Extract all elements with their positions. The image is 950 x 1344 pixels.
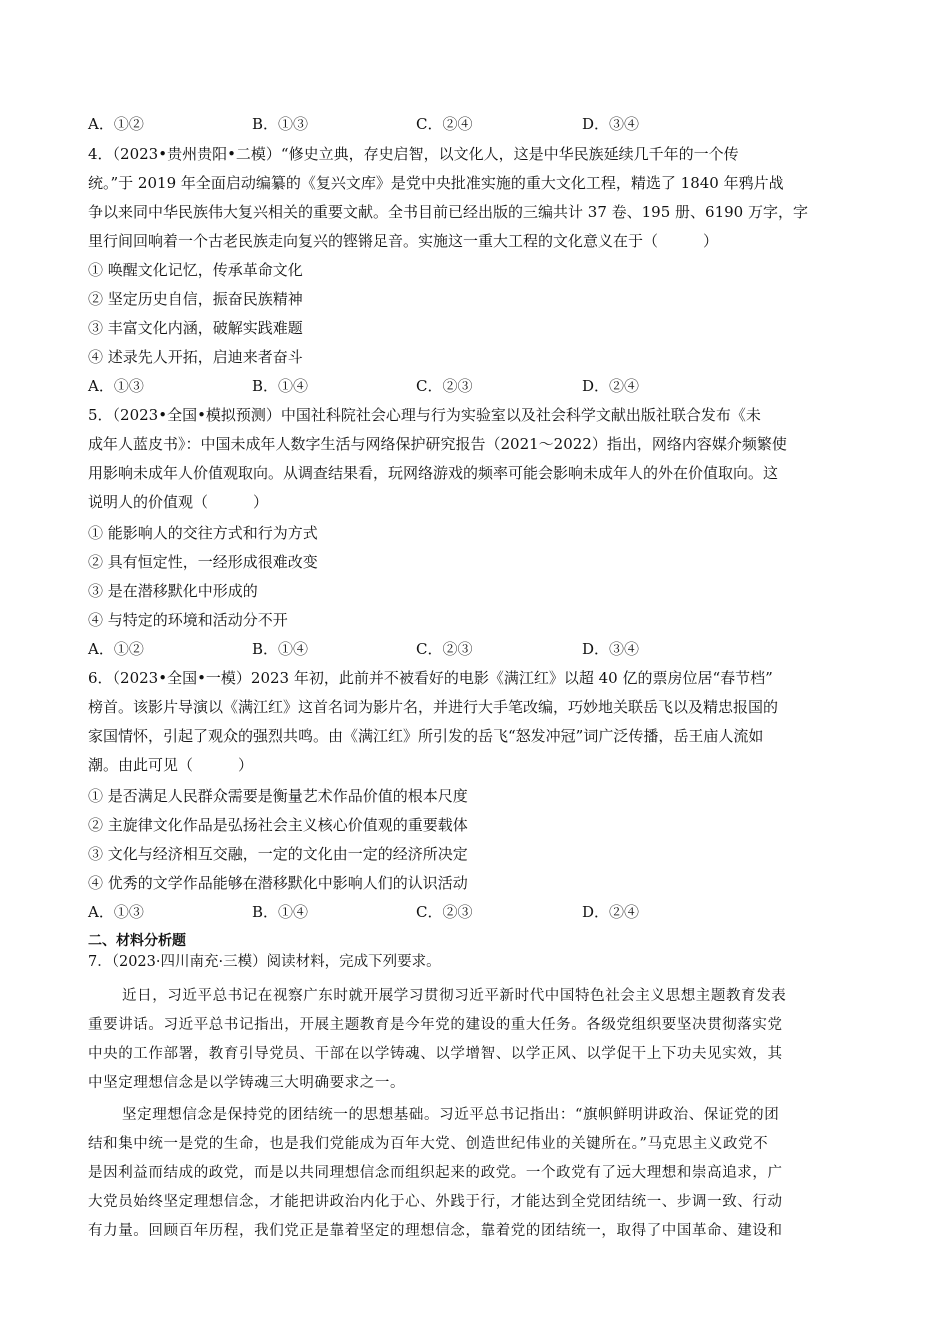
q5-option-c[interactable]: C．②③ xyxy=(416,640,473,658)
q4-stem-line: 争以来同中华民族伟大复兴相关的重要文献。全书目前已经出版的三编共计 37 卷、195 册、6190 万字，字 xyxy=(88,203,808,221)
q3-option-c[interactable]: C．②④ xyxy=(416,115,473,133)
material-line: 结和集中统一是党的生命，也是我们党能成为百年大党、创造世纪伟业的关键所在。”马克思主义政党不 xyxy=(88,1136,769,1152)
q5-statement: ② 具有恒定性，一经形成很难改变 xyxy=(88,553,318,571)
q4-statement: ① 唤醒文化记忆，传承革命文化 xyxy=(88,261,303,279)
q5-option-d[interactable]: D．③④ xyxy=(582,640,640,658)
q6-stem-line: 家国情怀，引起了观众的强烈共鸣。由《满江红》所引发的岳飞“怒发冲冠”词广泛传播，岳王庙人流如 xyxy=(88,727,764,745)
q4-option-c[interactable]: C．②③ xyxy=(416,377,473,395)
q4-statement: ② 坚定历史自信，振奋民族精神 xyxy=(88,290,303,308)
material-line: 大党员始终坚定理想信念，才能把讲政治内化于心、外践于行，才能达到全党团结统一、步调一致、行动 xyxy=(88,1194,783,1210)
q5-statement: ① 能影响人的交往方式和行为方式 xyxy=(88,524,318,542)
material-line: 坚定理想信念是保持党的团结统一的思想基础。习近平总书记指出：“旗帜鲜明讲政治、保证党的团 xyxy=(122,1107,780,1123)
q5-stem-line: 用影响未成年人价值观取向。从调查结果看，玩网络游戏的频率可能会影响未成年人的外在价值取向。这 xyxy=(88,464,779,482)
q6-option-c[interactable]: C．②③ xyxy=(416,903,473,921)
q5-stem-line: 成年人蓝皮书》：中国未成年人数字生活与网络保护研究报告（2021～2022）指出，网络内容媒介频繁使 xyxy=(88,435,787,453)
q5-stem-line: 说明人的价值观（ ） xyxy=(88,493,269,511)
material-line: 中央的工作部署，教育引导党员、干部在以学铸魂、以学增智、以学正风、以学促干上下功夫见实效，其 xyxy=(88,1046,783,1062)
material-line: 是因利益而结成的政党，而是以共同理想信念而组织起来的政党。一个政党有了远大理想和崇高追求，广 xyxy=(88,1165,783,1181)
material-line: 近日，习近平总书记在视察广东时就开展学习贯彻习近平新时代中国特色社会主义思想主题教育发表 xyxy=(122,988,787,1004)
q5-stem-line: 5．（2023•全国•模拟预测）中国社科院社会心理与行为实验室以及社会科学文献出版社联合发布《未 xyxy=(88,406,761,424)
q4-statement: ④ 述录先人开拓，启迪来者奋斗 xyxy=(88,348,303,366)
q6-option-a[interactable]: A．①③ xyxy=(88,903,144,921)
q4-option-a[interactable]: A．①③ xyxy=(88,377,144,395)
q6-statement: ③ 文化与经济相互交融，一定的文化由一定的经济所决定 xyxy=(88,845,468,863)
q6-statement: ④ 优秀的文学作品能够在潜移默化中影响人们的认识活动 xyxy=(88,874,468,892)
material-line: 中坚定理想信念是以学铸魂三大明确要求之一。 xyxy=(88,1075,406,1091)
q5-statement: ④ 与特定的环境和活动分不开 xyxy=(88,611,288,629)
q6-option-b[interactable]: B．①④ xyxy=(252,903,309,921)
q6-options xyxy=(88,902,848,922)
q6-statement: ① 是否满足人民群众需要是衡量艺术作品价值的根本尺度 xyxy=(88,787,468,805)
q4-options xyxy=(88,376,848,396)
q5-options xyxy=(88,639,848,659)
material-line: 重要讲话。习近平总书记指出，开展主题教育是今年党的建设的重大任务。各级党组织要坚决贯彻落实党 xyxy=(88,1017,783,1033)
q7-header: 7．（2023·四川南充·三模）阅读材料，完成下列要求。 xyxy=(88,954,441,970)
q3-option-b[interactable]: B．①③ xyxy=(252,115,309,133)
q4-statement: ③ 丰富文化内涵，破解实践难题 xyxy=(88,319,303,337)
q6-stem-line: 潮。由此可见（ ） xyxy=(88,756,254,774)
q6-option-d[interactable]: D．②④ xyxy=(582,903,640,921)
q6-stem-line: 榜首。该影片导演以《满江红》这首名词为影片名，并进行大手笔改编，巧妙地关联岳飞以及精忠报国的 xyxy=(88,698,779,716)
q5-option-b[interactable]: B．①④ xyxy=(252,640,309,658)
q6-statement: ② 主旋律文化作品是弘扬社会主义核心价值观的重要载体 xyxy=(88,816,468,834)
q3-options xyxy=(88,114,848,134)
q6-stem-line: 6．（2023•全国•一模）2023 年初，此前并不被看好的电影《满江红》以超 40 亿的票房位居“春节档” xyxy=(88,669,773,687)
q3-option-a[interactable]: A．①② xyxy=(88,115,144,133)
q4-option-d[interactable]: D．②④ xyxy=(582,377,640,395)
q4-stem-line: 里行间回响着一个古老民族走向复兴的铿锵足音。实施这一重大工程的文化意义在于（ ） xyxy=(88,232,719,250)
q4-stem-line: 4．（2023•贵州贵阳•二模）“修史立典，存史启智，以文化人，这是中华民族延续几千年的一个传 xyxy=(88,145,739,163)
material-line: 有力量。回顾百年历程，我们党正是靠着坚定的理想信念，靠着党的团结统一，取得了中国革命、建设和 xyxy=(88,1223,783,1239)
q3-option-d[interactable]: D．③④ xyxy=(582,115,640,133)
q4-option-b[interactable]: B．①④ xyxy=(252,377,309,395)
q5-statement: ③ 是在潜移默化中形成的 xyxy=(88,582,258,600)
q5-option-a[interactable]: A．①② xyxy=(88,640,144,658)
section-title: 二、材料分析题 xyxy=(88,933,186,949)
q4-stem-line: 统。”于 2019 年全面启动编纂的《复兴文库》是党中央批准实施的重大文化工程，精选了 1840 年鸦片战 xyxy=(88,174,784,192)
